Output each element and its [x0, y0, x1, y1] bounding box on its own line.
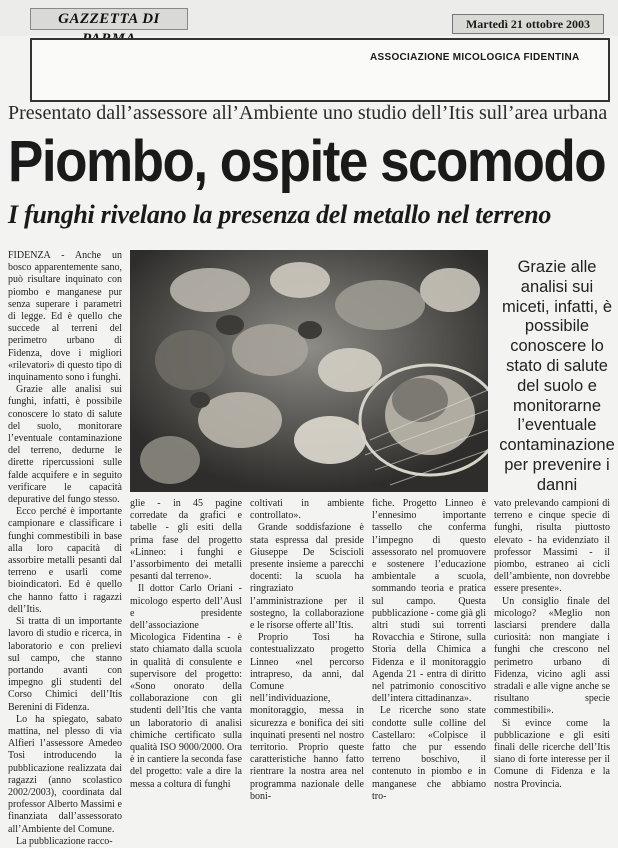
paragraph: Ecco perché è importante campionare e classificare i funghi commestibili in base alla loro capacità di assorbire metalli pesanti dal terreno e usarli come bioindicatori. Ed è quello che hanno fatto i ragazzi dell’Itis. [8, 506, 122, 615]
association-label: ASSOCIAZIONE MICOLOGICA FIDENTINA [370, 52, 580, 63]
paragraph: Il dottor Carlo Oriani - micologo esperto dell’Ausl e presidente dell’associazione Micologica Fidentina - è stato chiamato dalla scuola in qualità di consulente e supervisore del progetto: «Sono onorato della collaborazione con gli studenti dell’Itis che vanta un laboratorio di analisi chimiche certificato sulla qualità ISO 9000/2000. Ora è in cantiere la seconda fase del progetto: vale a dire la messa a coltura di funghi [130, 583, 242, 790]
pull-quote: Grazie alle analisi sui miceti, infatti, è possibile conoscere lo stato di salute del suolo e monitorarne l’eventuale contaminazione per prevenire i danni [499, 258, 615, 494]
paragraph: Lo ha spiegato, sabato mattina, nel plesso di via Alfieri l’assessore Amedeo Tosi introducendo la pubblicazione realizzata dai ragazzi (anno scolastico 2002/2003), coordinata dal professor Alberto Massimi e finanziata dall’assessorato all’Ambiente del Comune. [8, 713, 122, 835]
paragraph: Si tratta di un importante lavoro di studio e ricerca, in laboratorio e con prelievi sul campo, che stanno portando avanti con impegno gli studenti del Corso Chimici dell’Itis Berenini di Fidenza. [8, 616, 122, 713]
article-column-3 [250, 498, 364, 803]
article-column-2 [130, 498, 242, 791]
paragraph: FIDENZA - Anche un bosco apparentemente sano, può risultare inquinato con piombo e manganese pur senza superare i parametri di legge. Ed è quello che succede al terreni del perimetro urbano di Fidenza, dove i migliori «rilevatori» di questo tipo di inquinamento sono i funghi. [8, 250, 122, 384]
article-column-4 [372, 498, 486, 803]
article-column-5 [494, 498, 610, 791]
article-headline: Piombo, ospite scomodo [8, 129, 606, 194]
paragraph: Grazie alle analisi sui funghi, infatti, è possibile conoscere lo stato di salute del suolo, monitorare l’eventuale contaminazione del terreno, dedurne le dirette ripercussioni sulle falde acquifere e in seguito verificare le capacità depurative del fungo stesso. [8, 384, 122, 506]
article-kicker: Presentato dall’assessore all’Ambiente uno studio dell’Itis sull’area urbana [8, 102, 608, 124]
article-subheadline: I funghi rivelano la presenza del metallo nel terreno [8, 200, 552, 229]
article-column-1 [8, 250, 122, 848]
paragraph: Proprio Tosi ha contestualizzato progetto Linneo «nel percorso intrapreso, da anni, dal Comune nell’individuazione, monitoraggio, messa in sicurezza e bonifica dei siti inquinati presenti nel nostro territorio. Proprio queste caratteristiche hanno fatto rientrare la nostra area nel programma nazionale delle boni- [250, 632, 364, 802]
mushroom-basket-image [130, 250, 488, 492]
paragraph: Grande soddisfazione è stata espressa dal preside Giuseppe De Sciscioli presente insieme a parecchi docenti: la scuola ha ringraziato l’amministrazione per il sostegno, la collaborazione e le risorse offerte all’Itis. [250, 522, 364, 632]
publication-date: Martedì 21 ottobre 2003 [452, 14, 604, 34]
paragraph: Si evince come la pubblicazione e gli esiti finali delle ricerche dell’Itis siano di forte interesse per il Comune di Fidenza e la nostra Provincia. [494, 717, 610, 790]
paragraph: fiche. Progetto Linneo è l’ennesimo importante tassello che conferma l’impegno di questo assessorato nel promuovere e sostenere l’educazione ambientale a scuola, sommando teoria e pratica sul campo. Questa pubblicazione - come già gli altri studi sui torrenti Rovacchia e Stirone, sulla Storia della Chimica a Fidenza e il monitoraggio Agenda 21 - entra di diritto nel patrimonio conoscitivo dell’intera cittadinanza». [372, 498, 486, 705]
clipping-frame [30, 38, 610, 102]
paragraph: glie - in 45 pagine corredate da grafici e tabelle - gli esiti della prima fase del progetto «Linneo: i funghi e l’assorbimento dei metalli pesanti dal terreno». [130, 498, 242, 583]
newspaper-masthead: GAZZETTA DI [30, 8, 188, 30]
paragraph: Le ricerche sono state condotte sulle colline del Castellaro: «Colpisce il fatto che pur essendo terreno boschivo, il contenuto in piombo e in manganese che abbiamo tro- [372, 705, 486, 802]
paragraph: coltivati in ambiente controllato». [250, 498, 364, 522]
mushrooms-photo [130, 250, 488, 492]
paragraph: vato prelevando campioni di terreno e cinque specie di funghi, risulta piuttosto elevato - ha evidenziato il professor Massimi - il piombo, estraneo ai cicli dell’ambiente, non dovrebbe essere presente». [494, 498, 610, 595]
paragraph: Un consiglio finale del micologo? «Meglio non lasciarsi prendere dalla curiosità: non mangiate i funghi che crescono nel perimetro urbano di Fidenza, vicino agli assi stradali e alle vigne anche se risultano specie commestibili». [494, 595, 610, 717]
paragraph: La pubblicazione racco- [16, 835, 113, 847]
